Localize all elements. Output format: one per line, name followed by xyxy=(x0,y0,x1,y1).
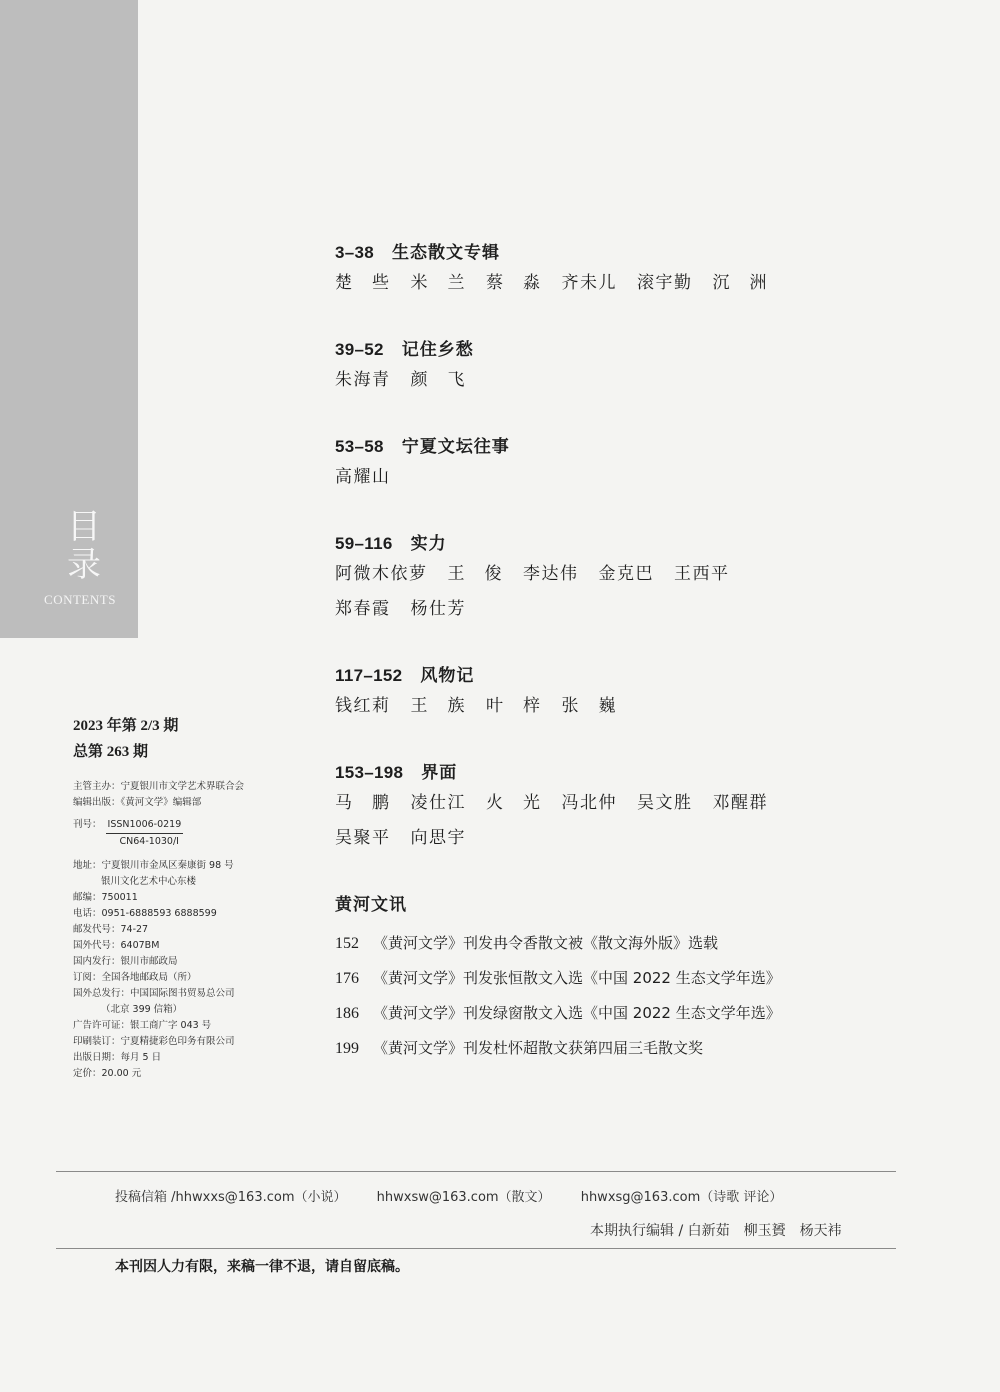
email-fiction[interactable]: 投稿信箱 /hhwxxs@163.com（小说） xyxy=(115,1190,347,1205)
issue-total: 总第 263 期 xyxy=(73,744,149,760)
toc-section xyxy=(335,663,895,724)
section-title: 实力 xyxy=(410,534,447,554)
info-address: 地址：宁夏银川市金凤区秦康街 98 号 xyxy=(73,860,234,871)
news-item[interactable] xyxy=(335,1031,895,1066)
title-char-bottom: 录 xyxy=(67,545,101,585)
author-name: 齐未儿 xyxy=(561,273,617,293)
info-price: 定价：20.00 元 xyxy=(73,1068,142,1079)
news-page: 176 xyxy=(335,970,359,987)
author-name: 金克巴 xyxy=(598,564,654,584)
news-text: 《黄河文学》刊发绿窗散文入选《中国 2022 生态文学年选》 xyxy=(373,1004,781,1022)
author-name: 朱海青 xyxy=(335,370,391,390)
info-overseas-dist: 国外总发行：中国国际图书贸易总公司 xyxy=(73,988,235,999)
submission-emails xyxy=(115,1186,808,1205)
author-name: 沉 洲 xyxy=(712,273,768,293)
author-name: 颜 飞 xyxy=(410,370,466,390)
info-address-2: 银川文化艺术中心东楼 xyxy=(101,876,197,887)
info-domestic: 国内发行：银川市邮政局 xyxy=(73,956,178,967)
footer-divider-top xyxy=(56,1171,896,1172)
author-name: 王西平 xyxy=(674,564,730,584)
toc-section xyxy=(335,531,895,627)
section-heading[interactable] xyxy=(335,531,895,557)
news-page: 186 xyxy=(335,1005,359,1022)
section-title: 风物记 xyxy=(420,666,475,686)
publication-info xyxy=(73,779,333,1082)
issue-number: 2023 年第 2/3 期 xyxy=(73,718,179,734)
news-item[interactable] xyxy=(335,996,895,1031)
author-name: 王 俊 xyxy=(447,564,503,584)
author-name: 滚宇勤 xyxy=(637,273,693,293)
news-item[interactable] xyxy=(335,961,895,996)
info-kanhao xyxy=(73,817,333,850)
info-subscribe: 订阅：全国各地邮政局（所） xyxy=(73,972,197,983)
toc-section xyxy=(335,240,895,301)
cn-number: CN64-1030/I xyxy=(119,836,179,847)
author-name: 邓醒群 xyxy=(712,793,768,813)
news-list xyxy=(335,926,895,1066)
section-heading[interactable] xyxy=(335,337,895,363)
author-name: 火 光 xyxy=(486,793,542,813)
contents-title xyxy=(60,508,108,584)
info-sponsor: 主管主办：宁夏银川市文学艺术界联合会 xyxy=(73,781,245,792)
author-name: 吴文胜 xyxy=(637,793,693,813)
section-pages: 39–52 xyxy=(335,340,384,359)
author-name: 蔡 淼 xyxy=(486,273,542,293)
issn-number: ISSN1006-0219 xyxy=(106,817,184,834)
author-line xyxy=(335,266,895,301)
author-name: 楚 些 xyxy=(335,273,391,293)
info-phone: 电话：0951-6888593 6888599 xyxy=(73,908,217,919)
section-heading[interactable] xyxy=(335,760,895,786)
section-pages: 59–116 xyxy=(335,534,393,553)
author-name: 高耀山 xyxy=(335,467,391,487)
title-char-top: 目 xyxy=(67,507,101,547)
section-pages: 3–38 xyxy=(335,243,375,262)
author-line xyxy=(335,592,895,627)
kanhao-label: 刊号： xyxy=(73,819,102,830)
author-name: 阿微木依萝 xyxy=(335,564,428,584)
email-poetry[interactable]: hhwxsg@163.com（诗歌 评论） xyxy=(580,1190,783,1205)
section-pages: 53–58 xyxy=(335,437,384,456)
author-name: 冯北仲 xyxy=(561,793,617,813)
news-title: 黄河文讯 xyxy=(335,895,407,915)
issue-editors: 本期执行编辑 / 白新茹 柳玉贇 杨天袆 xyxy=(590,1223,842,1239)
contents-subtitle: CONTENTS xyxy=(44,592,116,607)
author-name: 郑春霞 xyxy=(335,599,391,619)
section-title: 界面 xyxy=(421,763,458,783)
news-text: 《黄河文学》刊发张恒散文入选《中国 2022 生态文学年选》 xyxy=(373,969,781,987)
news-page: 199 xyxy=(335,1040,359,1057)
footer-divider-bottom xyxy=(56,1248,896,1249)
news-section xyxy=(335,892,895,1066)
section-heading[interactable] xyxy=(335,240,895,266)
toc-section xyxy=(335,337,895,398)
news-item[interactable] xyxy=(335,926,895,961)
author-name: 吴聚平 xyxy=(335,828,391,848)
news-text: 《黄河文学》刊发杜怀超散文获第四届三毛散文奖 xyxy=(373,1039,704,1057)
author-name: 王 族 xyxy=(410,696,466,716)
author-name: 张 巍 xyxy=(561,696,617,716)
author-name: 米 兰 xyxy=(410,273,466,293)
author-name: 凌仕江 xyxy=(410,793,466,813)
section-pages: 153–198 xyxy=(335,763,404,782)
author-name: 钱红莉 xyxy=(335,696,391,716)
author-line xyxy=(335,557,895,592)
author-name: 叶 梓 xyxy=(486,696,542,716)
info-pub-date: 出版日期：每月 5 日 xyxy=(73,1052,162,1063)
author-line xyxy=(335,460,895,495)
news-text: 《黄河文学》刊发冉令香散文被《散文海外版》选载 xyxy=(373,934,719,952)
section-title: 生态散文专辑 xyxy=(392,243,501,263)
info-publisher: 编辑出版：《黄河文学》编辑部 xyxy=(73,797,202,808)
author-name: 李达伟 xyxy=(523,564,579,584)
table-of-contents xyxy=(335,240,895,1066)
section-pages: 117–152 xyxy=(335,666,403,685)
news-page: 152 xyxy=(335,935,359,952)
submission-notice: 本刊因人力有限，来稿一律不退，请自留底稿。 xyxy=(115,1259,409,1275)
issue-info xyxy=(73,713,178,765)
toc-sections xyxy=(335,240,895,856)
info-printer: 印刷装订：宁夏精捷彩色印务有限公司 xyxy=(73,1036,235,1047)
info-overseas-code: 国外代号：6407BM xyxy=(73,940,160,951)
author-name: 杨仕芳 xyxy=(410,599,466,619)
section-heading[interactable] xyxy=(335,663,895,689)
author-line xyxy=(335,689,895,724)
section-heading[interactable] xyxy=(335,434,895,460)
author-name: 向思宇 xyxy=(410,828,466,848)
info-postal-code: 邮发代号：74-27 xyxy=(73,924,149,935)
toc-section xyxy=(335,434,895,495)
author-line xyxy=(335,363,895,398)
info-overseas-dist-2: （北京 399 信箱） xyxy=(101,1004,183,1015)
section-title: 记住乡愁 xyxy=(401,340,474,360)
info-ad-license: 广告许可证：银工商广字 043 号 xyxy=(73,1020,212,1031)
info-postcode: 邮编：750011 xyxy=(73,892,138,903)
author-line xyxy=(335,786,895,821)
author-line xyxy=(335,821,895,856)
author-name: 马 鹏 xyxy=(335,793,391,813)
section-title: 宁夏文坛往事 xyxy=(401,437,510,457)
toc-section xyxy=(335,760,895,856)
email-prose[interactable]: hhwxsw@163.com（散文） xyxy=(376,1190,551,1205)
